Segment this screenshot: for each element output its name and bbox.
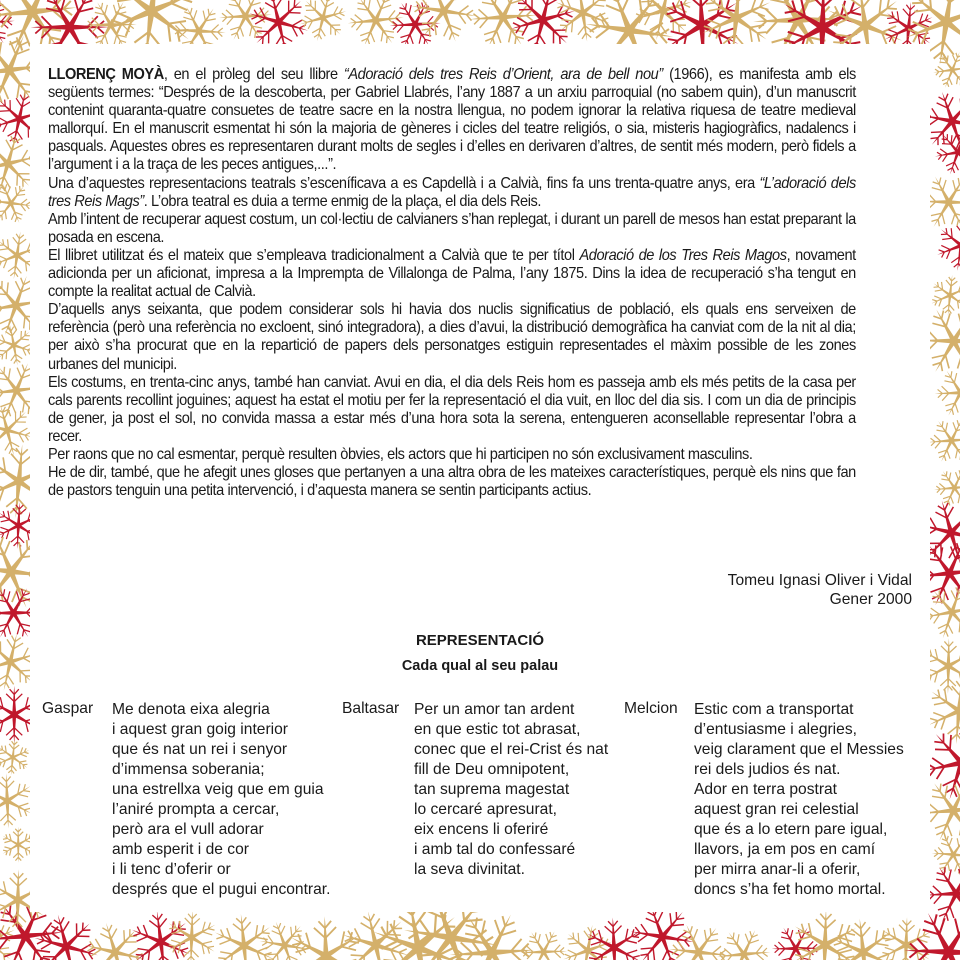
paragraph-1: LLORENÇ MOYÀ, en el pròleg del seu llibre “Adoració dels tres Reis d’Orient, ara de bell nou” (1966), es manifesta amb els següents termes: “Després de la descoberta, per Gabriel Llabrés, l’any 1887 a un arxiu parroquial (no sabem quin), d’un manuscrit contenint quaranta-quatre consuetes de teatre sacre en la nostra llengua, no podem ignorar la relativa riquesa de teatre medieval mallorquí. En el manuscrit esmentat hi són la majoria de gèneres i cicles del teatre religiós, o sia, misteris hagiogràfics, nadalencs i pasquals. Aquestes obres es representaren durant molts de segles i d’elles en derivaren d’altres, de sentit més modern, però fidels a l’argument i a la traça de les peces antigues,...”.	[48, 66, 856, 174]
paragraph-2: Una d’aquestes representacions teatrals s’esceníficava a es Capdellà i a Calvià, fins fa uns trenta-quatre anys, era “L’adoració dels tres Reis Mags”. L’obra teatral es duia a terme enmig de la plaça, el dia dels Reis.	[48, 174, 856, 210]
verse-line: l’aniré prompta a cercar,	[112, 801, 280, 818]
verse-line: llavors, ja em pos en camí	[694, 841, 876, 858]
verse-line: en que estic tot abrasat,	[414, 721, 581, 738]
verse-gaspar	[112, 700, 330, 900]
verse-line: i aquest gran goig interior	[112, 721, 288, 738]
verse-line: rei dels judios és nat.	[694, 761, 841, 778]
verse-line: la seva divinitat.	[414, 861, 525, 878]
verse-line: Estic com a transportat	[694, 701, 854, 718]
verse-line: amb esperit i de cor	[112, 841, 249, 858]
snowflake-shape	[927, 45, 960, 96]
verse-line: Ador en terra postrat	[694, 781, 838, 798]
paragraph-6: Els costums, en trenta-cinc anys, també han canviat. Avui en dia, el dia dels Reis hom es passeja amb els més petits de la casa per cals parents recollint joguines; aquest ha estat el motiu per fer la representació el dia vuit, en lloc del dia sis. I com un dia de principis de gener, ja post el sol, no convida massa a estar més d’una hora sota la serena, entengueren aconsellable representar l’obra a recer.	[48, 373, 856, 445]
verse-line: Per un amor tan ardent	[414, 701, 575, 718]
paragraph-3: Amb l’intent de recuperar aquest costum, un col·lectiu de calvianers s’han replegat, i durant un parell de mesos han estat preparant la posada en escena.	[48, 210, 856, 246]
verse-line: eix encens li oferiré	[414, 821, 549, 838]
verse-line: que és nat un rei i senyor	[112, 741, 288, 758]
snowflake-shape	[0, 0, 23, 56]
verse-melcion	[694, 700, 904, 900]
author-name: LLORENÇ MOYÀ	[48, 66, 164, 83]
verse-line: doncs s’ha fet homo mortal.	[694, 881, 886, 898]
signature-name: Tomeu Ignasi Oliver i Vidal	[727, 572, 912, 589]
verse-line: aquest gran rei celestial	[694, 801, 859, 818]
verse-line: lo cercaré apresurat,	[414, 801, 558, 818]
verse-line: i amb tal do confessaré	[414, 841, 576, 858]
verse-line: conec que el rei-Crist és nat	[414, 741, 609, 758]
representation-title: REPRESENTACIÓ	[415, 632, 545, 649]
speaker-name-gaspar: Gaspar	[42, 700, 94, 717]
verse-baltasar	[414, 700, 608, 880]
verse-line: d’immensa soberania;	[112, 761, 265, 778]
verse-line: una estrellxa veig que em guia	[112, 781, 324, 798]
verse-line: i li tenc d’oferir or	[112, 861, 231, 878]
speaker-name-melcion: Melcion	[624, 700, 678, 717]
paragraph-8: He de dir, també, que he afegit unes gloses que pertanyen a una altra obra de les mateixes característiques, perquè els nins que fan de pastors tenguin una petita intervenció, i d’aquesta manera se sentin participants actius.	[48, 464, 856, 500]
book-title: “Adoració dels tres Reis d’Orient, ara de bell nou”	[343, 66, 663, 83]
paragraph-7: Per raons que no cal esmentar, perquè resulten òbvies, els actors que hi participen no són exclusivament masculins.	[48, 445, 753, 463]
verse-line: veig clarament que el Messies	[694, 741, 904, 758]
verse-line: fill de Deu omnipotent,	[414, 761, 570, 778]
paragraph-4: El llibret utilitzat és el mateix que s’empleava tradicionalment a Calvià que te per títol Adoració de los Tres Reis Magos, novament adicionda per un aficionat, impresa a la Imprempta de Villalonga de Palma, l’any 1875. Dins la idea de recuperació s’ha tengut en compte la realitat actual de Calvià.	[48, 246, 856, 301]
libretto-title: Adoració de los Tres Reis Magos	[579, 246, 787, 264]
snowflake-shape	[164, 910, 220, 960]
verse-line: per mirra anar-li a oferir,	[694, 861, 861, 878]
verse-line: després que el pugui encontrar.	[112, 881, 331, 898]
snowflake-shape	[294, 0, 353, 47]
document-page	[30, 44, 930, 912]
verse-line: però ara el vull adorar	[112, 821, 264, 838]
snowflake-shape	[816, 905, 911, 960]
play-title: “L’adoració dels tres Reis Mags”	[48, 174, 856, 210]
paragraph-5: D’aquells anys seixanta, que podem considerar sols hi havia dos nuclis significatius de població, els quals ens serveixen de referència (però una referència no excloent, sinó integradora), a dies d’avui, la distribució demogràfica ha canviat com de la nit al dia; per això s’ha procurat que en la repartició de papers dels personatges estiguin representades el màxim possible de les zones urbanes del municipi.	[48, 301, 856, 373]
snowflake-shape	[0, 737, 33, 777]
snowflake-shape	[557, 920, 618, 960]
intro-text	[48, 66, 856, 500]
speaker-name-baltasar: Baltasar	[342, 700, 400, 717]
verse-line: Me denota eixa alegria	[112, 701, 270, 718]
snowflake-shape	[932, 216, 960, 275]
verse-line: tan suprema magestat	[414, 781, 570, 798]
representation-subtitle: Cada qual al seu palau	[401, 658, 559, 674]
signature-date: Gener 2000	[829, 590, 912, 608]
verse-line: d’entusiasme i alegries,	[694, 721, 857, 738]
signature-block	[728, 572, 912, 609]
verse-line: que és a lo etern pare igual,	[694, 821, 888, 838]
